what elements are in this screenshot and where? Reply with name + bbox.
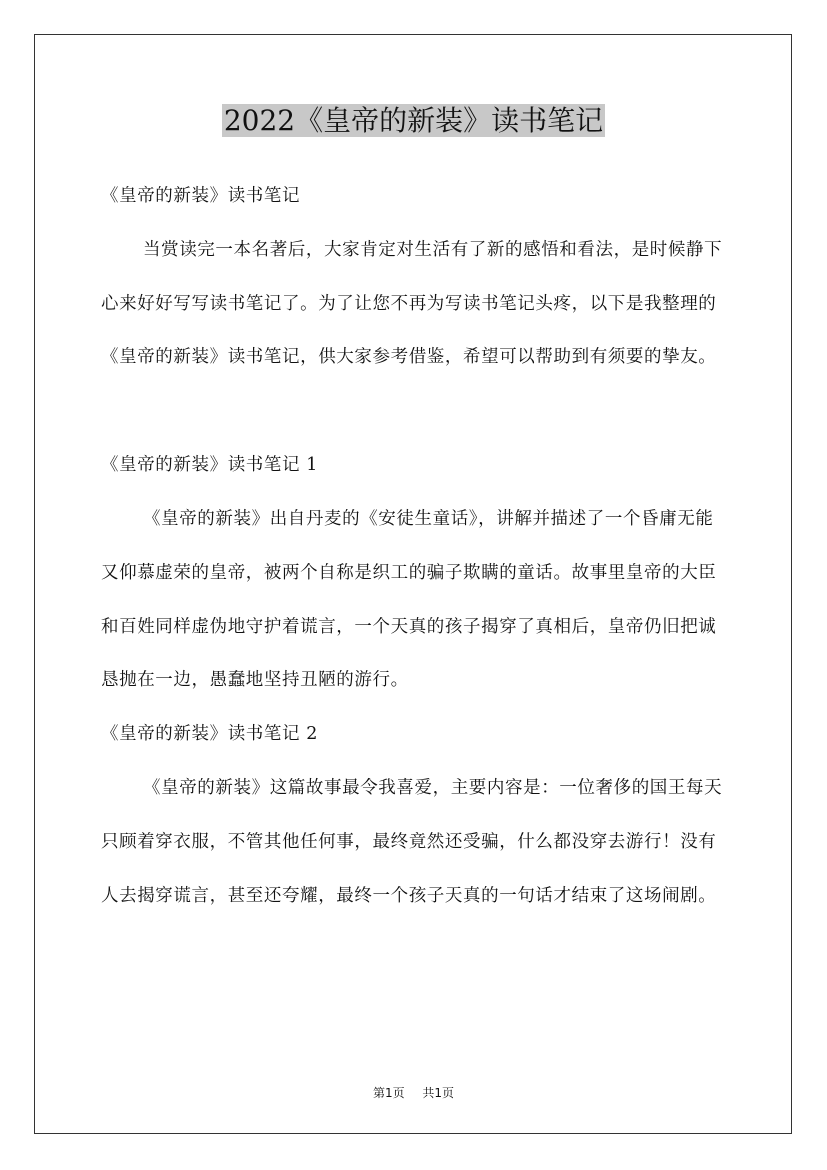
section-2-paragraph: 《皇帝的新装》这篇故事最令我喜爱，主要内容是：一位奢侈的国王每天只顾着穿衣服，不管其他任何事，最终竟然还受骗，什么都没穿去游行！没有人去揭穿谎言，甚至还夸耀，最终一个孩子天真的一句话才结束了这场闹剧。: [101, 777, 723, 906]
document-title: [0, 101, 827, 141]
section-gap: [101, 385, 731, 439]
page-footer: [0, 1084, 827, 1101]
section-1-paragraph: 《皇帝的新装》出自丹麦的《安徒生童话》，讲解并描述了一个昏庸无能又仰慕虚荣的皇帝，被两个自称是织工的骗子欺瞒的童话。故事里皇帝的大臣和百姓同样虚伪地守护着谎言，一个天真的孩子揭穿了真相后，皇帝仍旧把诚恳抛在一边，愚蠢地坚持丑陋的游行。: [101, 508, 717, 691]
page-number: 第1页: [372, 1086, 405, 1100]
page-total: 共1页: [422, 1086, 455, 1100]
section-2-heading: 《皇帝的新装》读书笔记 2: [101, 724, 318, 745]
intro-heading: 《皇帝的新装》读书笔记: [101, 186, 301, 206]
section-1-heading: 《皇帝的新装》读书笔记 1: [101, 455, 318, 476]
intro-paragraph: 当赏读完一本名著后，大家肯定对生活有了新的感悟和看法，是时候静下心来好好写写读书笔记了。为了让您不再为写读书笔记头疼，以下是我整理的《皇帝的新装》读书笔记，供大家参考借鉴，希望可以帮助到有须要的挚友。: [101, 239, 723, 368]
document-body: [101, 170, 731, 923]
document-title-text: 2022《皇帝的新装》读书笔记: [223, 104, 604, 137]
